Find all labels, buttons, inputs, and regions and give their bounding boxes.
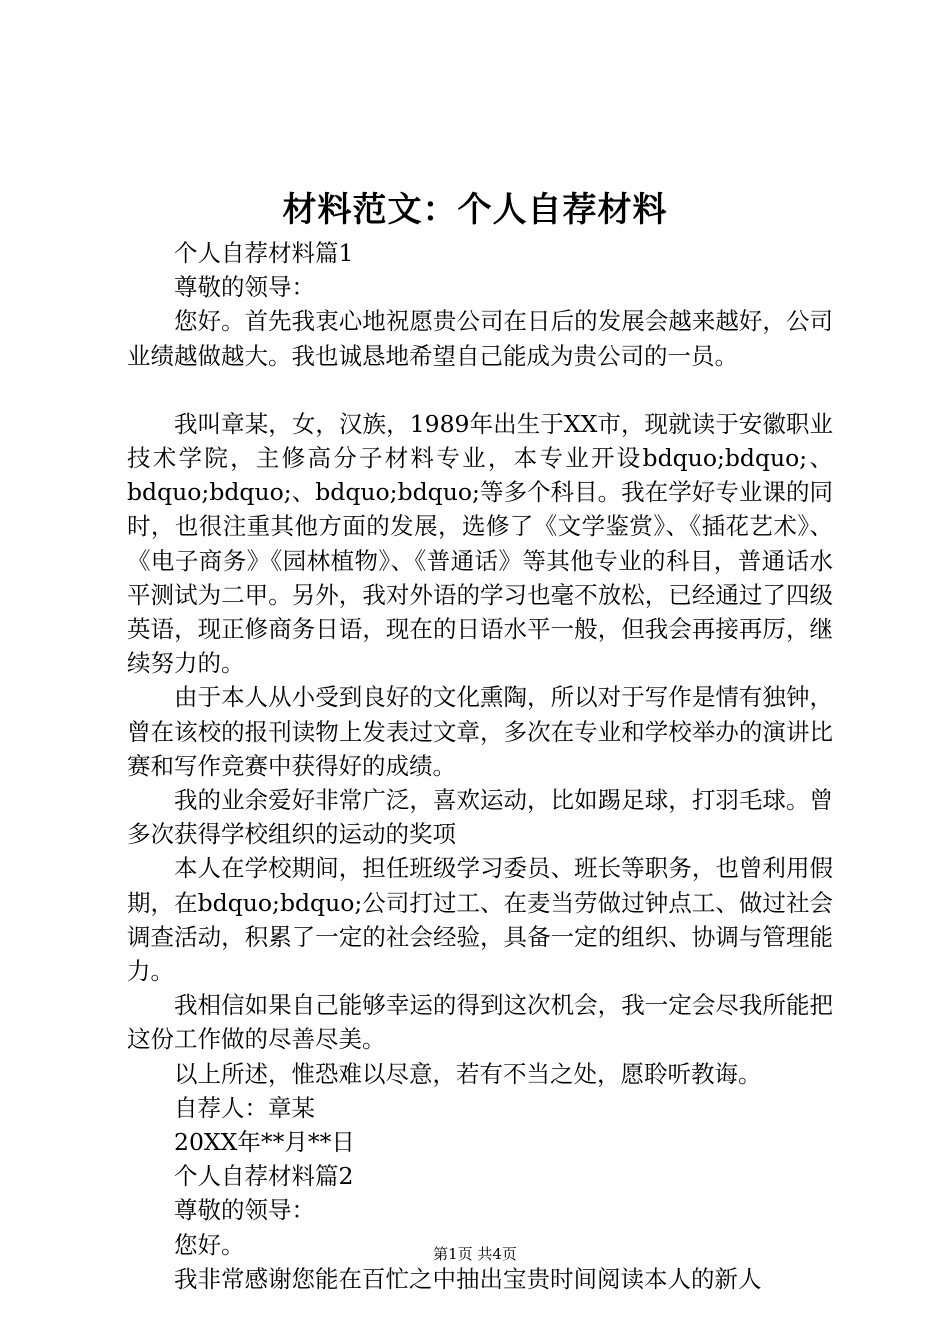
paragraph-spacer — [127, 373, 833, 407]
paragraph-intro: 我叫章某，女，汉族，1989年出生于XX市，现就读于安徽职业技术学院，主修高分子材料专业，本专业开设bdquo;bdquo;、bdquo;bdquo;、bdquo;bdquo;等多个科目。我在学好专业课的同时，也很注重其他方面的发展，选修了《文学鉴赏》、《插花艺术》、《电子商务》《园林植物》、《普通话》等其他专业的科目，普通话水平测试为二甲。另外，我对外语的学习也毫不放松，已经通过了四级英语，现正修商务日语，现在的日语水平一般，但我会再接再厉，继续努力的。 — [127, 409, 833, 678]
paragraph-greeting: 您好。首先我衷心地祝愿贵公司在日后的发展会越来越好，公司业绩越做越大。我也诚恳地希望自己能成为贵公司的一员。 — [127, 307, 833, 370]
paragraph-believe: 我相信如果自己能够幸运的得到这次机会，我一定会尽我所能把这份工作做的尽善尽美。 — [127, 991, 833, 1054]
salutation-1: 尊敬的领导： — [174, 273, 315, 302]
paragraph-writing: 由于本人从小受到良好的文化熏陶，所以对于写作是情有独钟，曾在该校的报刊读物上发表过文章，多次在专业和学校举办的演讲比赛和写作竞赛中获得好的成绩。 — [127, 683, 833, 780]
document-title: 材料范文：个人自荐材料 — [282, 190, 668, 230]
date-line: 20XX年**月**日 — [174, 1128, 355, 1157]
salutation-2: 尊敬的领导： — [174, 1196, 315, 1225]
paragraph-experience: 本人在学校期间，担任班级学习委员、班长等职务，也曾利用假期，在bdquo;bdquo;公司打过工、在麦当劳做过钟点工、做过社会调查活动，积累了一定的社会经验，具备一定的组织、协调与管理能力。 — [127, 854, 833, 986]
section1-heading: 个人自荐材料篇1 — [174, 239, 354, 267]
signature: 自荐人：章某 — [174, 1093, 315, 1122]
document-body — [127, 236, 833, 1296]
paragraph-hobby: 我的业余爱好非常广泛，喜欢运动，比如踢足球，打羽毛球。曾多次获得学校组织的运动的奖项 — [127, 786, 833, 849]
paragraph-closing: 以上所述，惟恐难以尽意，若有不当之处，愿聆听教诲。 — [174, 1059, 762, 1088]
greeting-2: 您好。 — [174, 1230, 245, 1259]
section2-heading: 个人自荐材料篇2 — [174, 1162, 354, 1191]
paragraph-thanks: 我非常感谢您能在百忙之中抽出宝贵时间阅读本人的新人 — [174, 1264, 762, 1293]
page-indicator: 第1页 共4页 — [433, 1245, 517, 1263]
